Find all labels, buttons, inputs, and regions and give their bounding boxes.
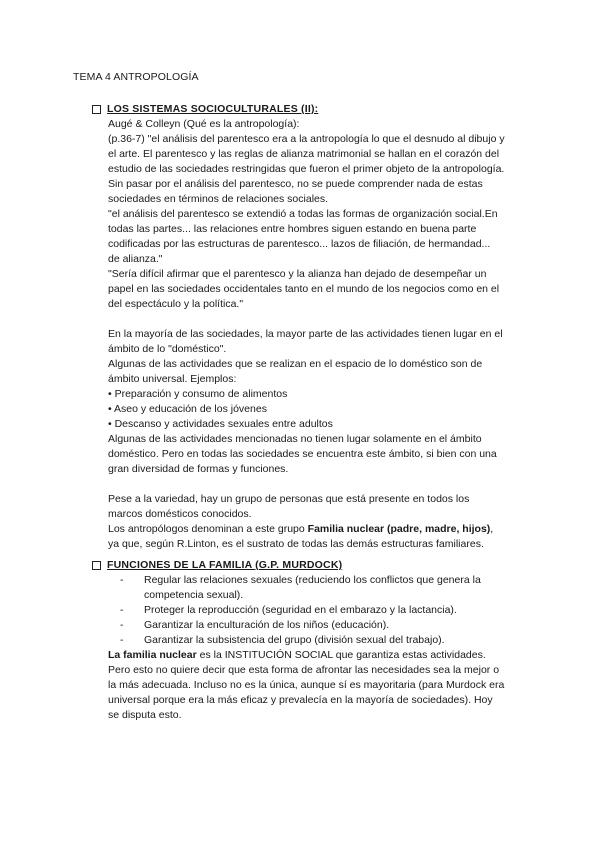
bullet-item: • Aseo y educación de los jóvenes xyxy=(108,403,267,415)
bullet-item: • Descanso y actividades sexuales entre adultos xyxy=(108,418,333,430)
section-title: LOS SISTEMAS SOCIOCULTURALES (II): xyxy=(107,103,319,115)
text-line: Pero esto no quiere decir que esta forma de afrontar las necesidades sea la mejor o xyxy=(108,664,500,676)
text-line: ámbito de lo "doméstico". xyxy=(108,343,227,355)
dash-marker: - xyxy=(120,604,124,616)
text-line: marcos domésticos conocidos. xyxy=(108,508,252,520)
text-line: (p.36-7) "el análisis del parentesco era a la antropología lo que el desnudo al dibujo y xyxy=(108,133,505,145)
document-title: TEMA 4 ANTROPOLOGÍA xyxy=(73,71,199,83)
text-line: Pese a la variedad, hay un grupo de personas que está presente en todos los xyxy=(108,493,470,505)
text-line: de alianza." xyxy=(108,253,163,265)
text-line: estudio de las sociedades restringidas que fueron el primer objeto de la antropología. xyxy=(108,163,505,175)
list-item-text: Regular las relaciones sexuales (reduciendo los conflictos que genera la xyxy=(144,574,481,586)
section-2-closing xyxy=(108,648,532,723)
text-line: Augé & Colleyn (Qué es la antropología): xyxy=(108,118,300,130)
text-line: todas las partes... las relaciones entre hombres siguen estando en buena parte xyxy=(108,223,477,235)
text-line: Algunas de las actividades mencionadas no tienen lugar solamente en el ámbito xyxy=(108,433,482,445)
list-item xyxy=(108,633,532,648)
text-line: del espectáculo y la política." xyxy=(108,298,244,310)
text-line xyxy=(108,648,532,663)
text-line: ámbito universal. Ejemplos: xyxy=(108,373,237,385)
dash-marker: - xyxy=(120,574,124,586)
text-line xyxy=(108,522,532,537)
text-line: el arte. El parentesco y las reglas de alianza matrimonial se hallan en el corazón del xyxy=(108,148,500,160)
text-line: se disputa esto. xyxy=(108,709,182,721)
bold-term: Familia nuclear (padre, madre, hijos) xyxy=(307,523,491,535)
checkbox-icon[interactable] xyxy=(92,561,101,570)
checkbox-icon[interactable] xyxy=(92,105,101,114)
text-line: papel en las sociedades occidentales tanto en el mundo de los negocios como en el xyxy=(108,283,500,295)
list-item xyxy=(108,603,532,618)
text-line: "Sería difícil afirmar que el parentesco y la alianza han dejado de desempeñar un xyxy=(108,268,487,280)
list-item xyxy=(108,573,532,603)
dash-marker: - xyxy=(120,619,124,631)
list-item-text: Proteger la reproducción (seguridad en el embarazo y la lactancia). xyxy=(144,604,457,616)
section-1-body xyxy=(108,117,532,552)
list-item-text: Garantizar la subsistencia del grupo (división sexual del trabajo). xyxy=(144,634,445,646)
functions-list xyxy=(108,573,532,648)
list-item-text: Garantizar la enculturación de los niños (educación). xyxy=(144,619,390,631)
text-line: "el análisis del parentesco se extendió a todas las formas de organización social.En xyxy=(108,208,498,220)
text-line: sociedades en términos de relaciones sociales. xyxy=(108,193,329,205)
bullet-item: • Preparación y consumo de alimentos xyxy=(108,388,288,400)
section-heading-2 xyxy=(92,558,532,573)
text-line: gran diversidad de formas y funciones. xyxy=(108,463,289,475)
text-line: ya que, según R.Linton, es el sustrato de todas las demás estructuras familiares. xyxy=(108,538,484,550)
text-span: , xyxy=(490,523,494,535)
text-line: Algunas de las actividades que se realizan en el espacio de lo doméstico son de xyxy=(108,358,483,370)
list-item xyxy=(108,618,532,633)
bold-term: La familia nuclear xyxy=(108,649,197,661)
text-span: Los antropólogos denominan a este grupo xyxy=(108,523,308,535)
text-line: codificadas por las estructuras de parentesco... lazos de filiación, de hermandad... xyxy=(108,238,491,250)
section-heading-1 xyxy=(92,102,532,117)
section-title: FUNCIONES DE LA FAMILIA (G.P. MURDOCK) xyxy=(107,559,343,571)
text-line: la más adecuada. Incluso no es la única, aunque sí es mayoritaria (para Murdock era xyxy=(108,679,505,691)
text-line: universal porque era la más eficaz y prevalecía en la mayoría de sociedades). Hoy xyxy=(108,694,493,706)
text-line: doméstico. Pero en todas las sociedades se encuentra este ámbito, si bien con una xyxy=(108,448,497,460)
dash-marker: - xyxy=(120,634,124,646)
text-line: Sin pasar por el análisis del parentesco, no se puede comprender nada de estas xyxy=(108,178,483,190)
text-span: es la INSTITUCIÓN SOCIAL que garantiza estas actividades. xyxy=(196,649,486,661)
text-line: En la mayoría de las sociedades, la mayor parte de las actividades tienen lugar en el xyxy=(108,328,503,340)
list-item-text: competencia sexual). xyxy=(144,589,244,601)
